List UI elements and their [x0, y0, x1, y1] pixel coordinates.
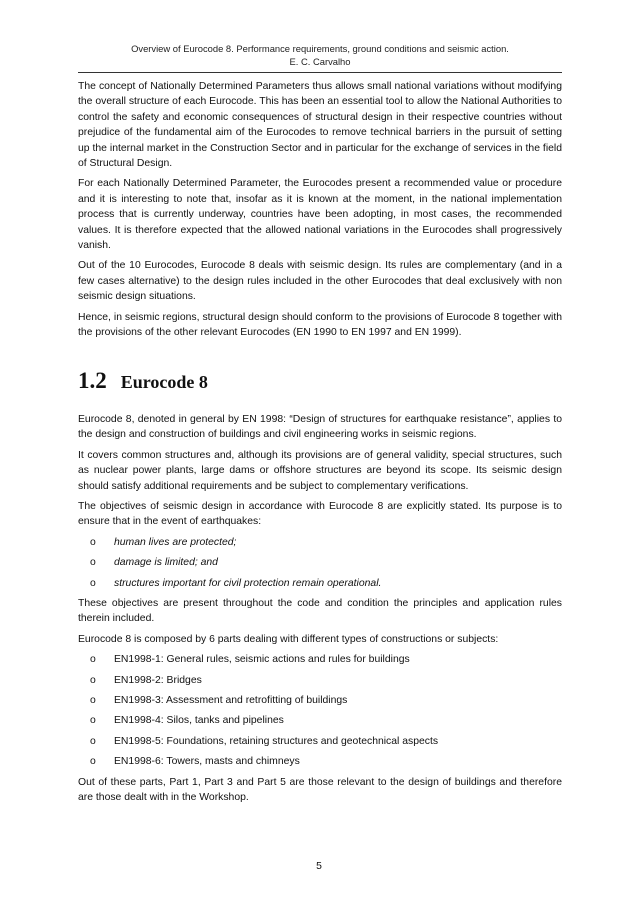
list-item-text: EN1998-1: General rules, seismic actions and rules for buildings: [114, 654, 410, 666]
objectives-list: [78, 535, 562, 591]
list-item-text: EN1998-4: Silos, tanks and pipelines: [114, 715, 284, 727]
page-body: [78, 79, 562, 810]
running-header: [78, 42, 562, 68]
section-heading: [78, 367, 562, 393]
bullet-mark: o: [90, 577, 96, 589]
parts-list: [78, 652, 562, 769]
bullet-mark: o: [90, 536, 96, 548]
section-number: 1.2: [78, 367, 107, 393]
bullet-mark: o: [90, 674, 96, 686]
bullet-mark: o: [90, 715, 96, 727]
list-item-text: EN1998-6: Towers, masts and chimneys: [114, 756, 300, 768]
paragraph: It covers common structures and, although its provisions are of general validity, special structures, such as nuclear power plants, large dams or offshore structures are beyond its scope. Its seismic design should satisfy additional requirements and be subject to complementary verifications.: [78, 449, 562, 492]
list-item: [78, 734, 562, 749]
bullet-mark: o: [90, 557, 96, 569]
header-author: E. C. Carvalho: [289, 56, 351, 67]
paragraph: Eurocode 8 is composed by 6 parts dealing with different types of constructions or subjects:: [78, 633, 499, 645]
list-item: [78, 576, 562, 591]
list-item: [78, 754, 562, 769]
list-item: [78, 673, 562, 688]
bullet-mark: o: [90, 735, 96, 747]
list-item-text: human lives are protected;: [114, 536, 237, 548]
paragraph: Hence, in seismic regions, structural design should conform to the provisions of Eurocode 8 together with the provisions of the other relevant Eurocodes (EN 1990 to EN 1997 and EN 1999).: [78, 311, 562, 339]
paragraph: For each Nationally Determined Parameter, the Eurocodes present a recommended value or procedure and it is interesting to note that, insofar as it is known at the moment, in the national implementation process that is currently underway, countries have been adopting, in most cases, the recommended values. It is therefore expected that the allowed national variations in the Eurocodes shall progressively vanish.: [78, 178, 562, 252]
section-title: Eurocode 8: [120, 371, 208, 392]
list-item-text: EN1998-5: Foundations, retaining structures and geotechnical aspects: [114, 735, 439, 747]
paragraph: Eurocode 8, denoted in general by EN 1998: “Design of structures for earthquake resistance”, applies to the design and construction of buildings and civil engineering works in seismic regions.: [78, 413, 562, 441]
list-item: [78, 713, 562, 728]
header-rule: [78, 72, 562, 73]
list-item: [78, 555, 562, 570]
paragraph: The objectives of seismic design in accordance with Eurocode 8 are explicitly stated. Its purpose is to ensure that in the event of earthquakes:: [78, 500, 562, 528]
paragraph: Out of the 10 Eurocodes, Eurocode 8 deals with seismic design. Its rules are complementary (and in a few cases alternative) to the design rules included in the other Eurocodes that deal exclusively with non seismic design situations.: [78, 260, 562, 303]
list-item-text: EN1998-2: Bridges: [114, 674, 202, 686]
bullet-mark: o: [90, 756, 96, 768]
paragraph: Out of these parts, Part 1, Part 3 and Part 5 are those relevant to the design of buildings and therefore are those dealt with in the Workshop.: [78, 776, 562, 804]
paragraph: These objectives are present throughout the code and condition the principles and application rules therein included.: [78, 597, 562, 625]
header-title: Overview of Eurocode 8. Performance requirements, ground conditions and seismic action.: [131, 43, 509, 54]
bullet-mark: o: [90, 695, 96, 706]
paragraph: The concept of Nationally Determined Parameters thus allows small national variations without modifying the overall structure of each Eurocode. This has been an essential tool to allow the National Authorities to control the safety and economic consequences of structural design in their respective countries without prejudice of the fundamental aim of the Eurocodes to remove technical barriers in the pursuit of setting up the internal market in the Construction Sector and in particular for the exchange of services in the field of Structural Design.: [78, 81, 562, 170]
list-item-text: damage is limited; and: [114, 557, 218, 569]
bullet-mark: o: [90, 654, 96, 666]
list-item-text: structures important for civil protection remain operational.: [114, 577, 382, 589]
page-number: 5: [316, 861, 322, 872]
list-item: [78, 693, 562, 708]
list-item: [78, 652, 562, 667]
list-item-text: EN1998-3: Assessment and retrofitting of buildings: [114, 695, 348, 706]
list-item: [78, 535, 562, 550]
